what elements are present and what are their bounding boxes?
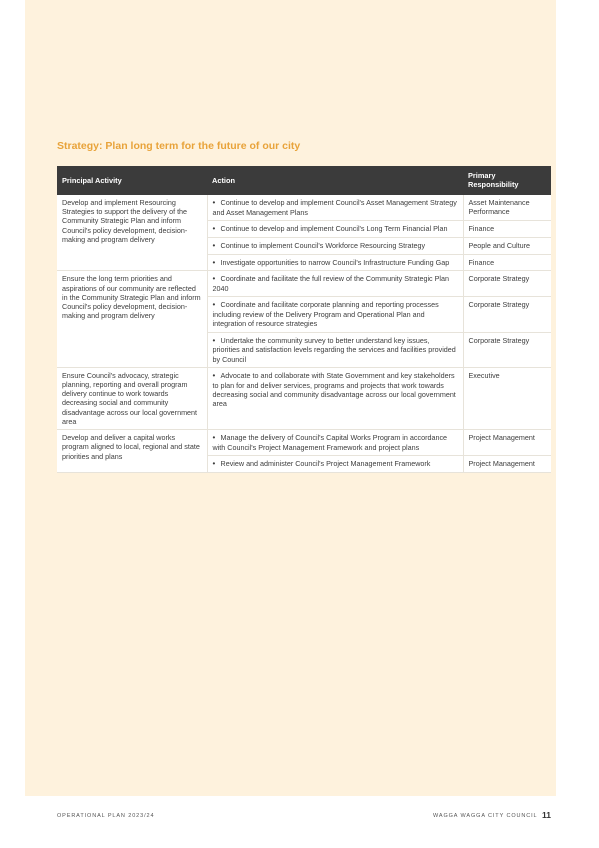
bullet-icon: • bbox=[212, 335, 216, 345]
table-row bbox=[57, 430, 551, 456]
bullet-icon: • bbox=[212, 370, 216, 380]
footer-document-title: OPERATIONAL PLAN 2023/24 bbox=[57, 813, 155, 819]
action-text: Continue to develop and implement Council's Long Term Financial Plan bbox=[220, 223, 448, 233]
responsibility-cell: Finance bbox=[463, 220, 551, 237]
table-row bbox=[57, 367, 551, 429]
action-cell bbox=[207, 456, 463, 473]
bullet-icon: • bbox=[212, 197, 216, 207]
bullet-icon: • bbox=[212, 257, 216, 267]
bullet-icon: • bbox=[212, 223, 216, 233]
action-text: Undertake the community survey to better understand key issues, priorities and satisfaction levels regarding the services and facilities provided by Council bbox=[212, 335, 456, 364]
bullet-icon: • bbox=[212, 240, 216, 250]
activity-table bbox=[57, 166, 551, 473]
action-cell bbox=[207, 271, 463, 297]
responsibility-cell: Corporate Strategy bbox=[463, 332, 551, 367]
bullet-icon: • bbox=[212, 459, 216, 469]
responsibility-cell: Finance bbox=[463, 254, 551, 271]
header-principal-activity: Principal Activity bbox=[57, 166, 207, 195]
action-cell bbox=[207, 254, 463, 271]
table-header-row bbox=[57, 166, 551, 195]
header-primary-responsibility: Primary Responsibility bbox=[463, 166, 551, 195]
action-cell bbox=[207, 237, 463, 254]
action-cell bbox=[207, 195, 463, 221]
page-number: 11 bbox=[542, 810, 551, 820]
header-action: Action bbox=[207, 166, 463, 195]
action-cell bbox=[207, 297, 463, 332]
principal-activity-cell: Develop and deliver a capital works program aligned to local, regional and state priorities and plans bbox=[57, 430, 207, 473]
responsibility-cell: People and Culture bbox=[463, 237, 551, 254]
action-text: Advocate to and collaborate with State Government and key stakeholders to plan for and deliver services, programs and projects that work towards decreasing social and community disadvantage across our local government area bbox=[212, 370, 456, 409]
principal-activity-cell: Develop and implement Resourcing Strategies to support the delivery of the Community Strategic Plan and inform Council's policy development, decision-making and program delivery bbox=[57, 195, 207, 271]
table-body bbox=[57, 195, 551, 473]
footer-organisation: WAGGA WAGGA CITY COUNCIL bbox=[433, 813, 538, 819]
action-text: Coordinate and facilitate corporate planning and reporting processes including review of the Delivery Program and Operational Plan and integration of resource strategies bbox=[212, 300, 439, 329]
action-cell bbox=[207, 332, 463, 367]
table-row bbox=[57, 271, 551, 297]
action-cell bbox=[207, 367, 463, 429]
action-text: Continue to implement Council's Workforce Resourcing Strategy bbox=[220, 240, 426, 250]
responsibility-cell: Executive bbox=[463, 367, 551, 429]
action-text: Review and administer Council's Project Management Framework bbox=[220, 459, 431, 469]
bullet-icon: • bbox=[212, 300, 216, 310]
section-heading: Strategy: Plan long term for the future of our city bbox=[57, 140, 301, 152]
principal-activity-cell: Ensure the long term priorities and aspirations of our community are reflected in the Community Strategic Plan and inform Council's policy development, decision-making and program delivery bbox=[57, 271, 207, 367]
principal-activity-cell: Ensure Council's advocacy, strategic planning, reporting and overall program delivery continue to work towards decreasing social and community disadvantage across our local government area bbox=[57, 367, 207, 429]
action-text: Investigate opportunities to narrow Council's Infrastructure Funding Gap bbox=[220, 257, 450, 267]
action-cell bbox=[207, 430, 463, 456]
action-text: Continue to develop and implement Council's Asset Management Strategy and Asset Management Plans bbox=[212, 197, 457, 217]
responsibility-cell: Corporate Strategy bbox=[463, 297, 551, 332]
action-text: Coordinate and facilitate the full review of the Community Strategic Plan 2040 bbox=[212, 274, 450, 294]
responsibility-cell: Asset Maintenance Performance bbox=[463, 195, 551, 221]
bullet-icon: • bbox=[212, 433, 216, 443]
action-text: Manage the delivery of Council's Capital Works Program in accordance with Council's Project Management Framework and project plans bbox=[212, 433, 448, 452]
responsibility-cell: Project Management bbox=[463, 456, 551, 473]
action-cell bbox=[207, 220, 463, 237]
table-row bbox=[57, 195, 551, 221]
responsibility-cell: Project Management bbox=[463, 430, 551, 456]
bullet-icon: • bbox=[212, 274, 216, 284]
responsibility-cell: Corporate Strategy bbox=[463, 271, 551, 297]
